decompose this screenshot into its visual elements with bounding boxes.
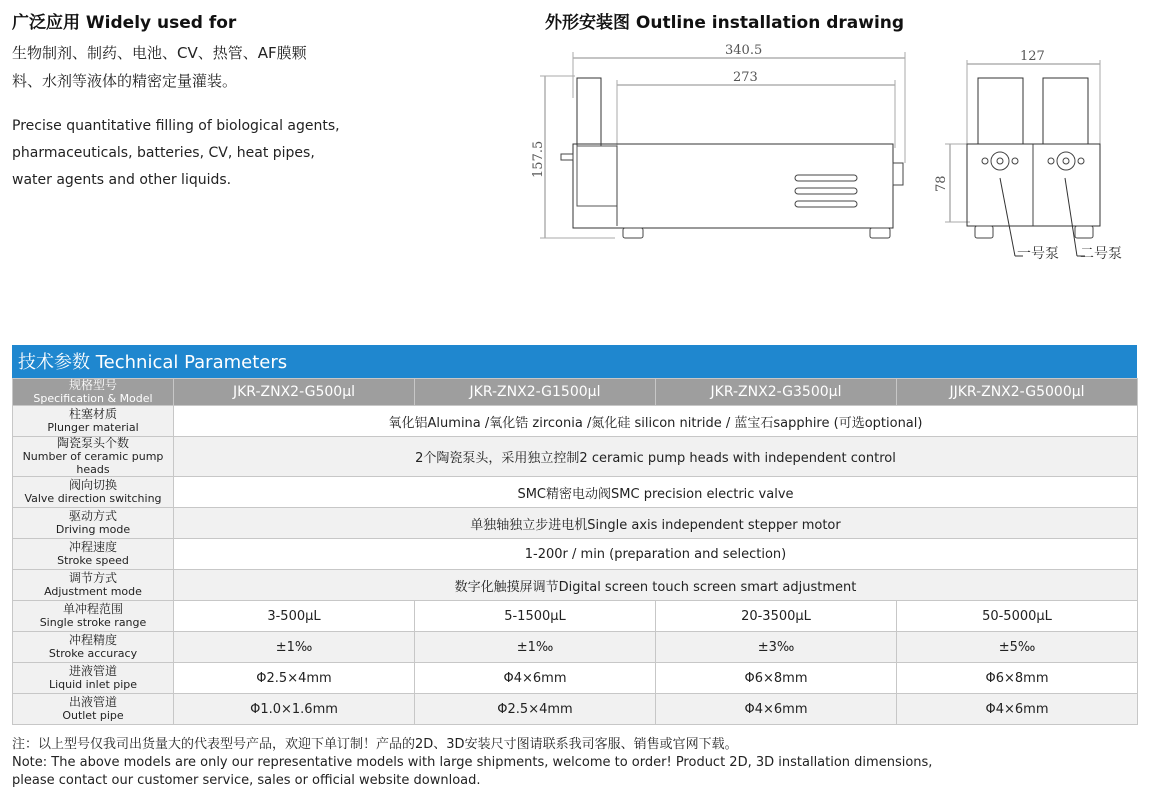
value-cell: 5-1500μL (415, 601, 656, 632)
model-cell: JJKR-ZNX2-G5000μl (897, 379, 1138, 406)
value-cell: 1-200r / min (preparation and selection) (174, 539, 1138, 570)
dim-width-label: 340.5 (725, 43, 763, 58)
model-cell: JKR-ZNX2-G1500μl (415, 379, 656, 406)
value-cell: Φ4×6mm (897, 694, 1138, 725)
applications-section (12, 8, 372, 194)
value-cell: Φ1.0×1.6mm (174, 694, 415, 725)
value-cell: 数字化触摸屏调节Digital screen touch screen smart adjustment (174, 570, 1138, 601)
row-label: 柱塞材质 Plunger material (13, 406, 174, 437)
applications-cn-line-1: 生物制剂、制药、电池、CV、热管、AF膜颗 (12, 44, 307, 62)
technical-parameters-header: 技术参数 Technical Parameters (12, 345, 1137, 378)
dim-side-height-label: 78 (934, 175, 949, 192)
row-label: 出液管道 Outlet pipe (13, 694, 174, 725)
table-row-stroke-accuracy (13, 632, 1138, 663)
pump-head-1 (978, 78, 1023, 144)
table-row-valve-switching (13, 477, 1138, 508)
pump-head-front (577, 78, 601, 146)
table-row-pump-heads (13, 437, 1138, 477)
foot (975, 226, 993, 238)
foot (870, 228, 890, 238)
value-cell: Φ4×6mm (415, 663, 656, 694)
footnote (12, 736, 1142, 790)
value-cell: 20-3500μL (656, 601, 897, 632)
value-cell: ±3‰ (656, 632, 897, 663)
applications-en-line-3: water agents and other liquids. (12, 172, 232, 188)
row-label: 规格型号 Specification & Model (13, 379, 174, 406)
side-connector (893, 163, 903, 185)
model-cell: JKR-ZNX2-G500μl (174, 379, 415, 406)
table-row-model (13, 379, 1138, 406)
row-label: 驱动方式 Driving mode (13, 508, 174, 539)
row-label: 调节方式 Adjustment mode (13, 570, 174, 601)
pump-valve-1 (991, 152, 1009, 170)
foot (623, 228, 643, 238)
footnote-en-line-2: please contact our customer service, sales or official website download. (12, 773, 481, 788)
pump-1-label: 一号泵 (1017, 246, 1059, 262)
value-cell: 50-5000μL (897, 601, 1138, 632)
value-cell: Φ2.5×4mm (174, 663, 415, 694)
table-row-outlet-pipe (13, 694, 1138, 725)
row-label: 陶瓷泵头个数 Number of ceramic pump heads (13, 437, 174, 477)
model-cell: JKR-ZNX2-G3500μl (656, 379, 897, 406)
value-cell: Φ4×6mm (656, 694, 897, 725)
table-row-driving-mode (13, 508, 1138, 539)
value-cell: Φ6×8mm (656, 663, 897, 694)
value-cell: 2个陶瓷泵头，采用独立控制2 ceramic pump heads with independent control (174, 437, 1138, 477)
table-row-stroke-speed (13, 539, 1138, 570)
parameters-table (12, 378, 1138, 725)
value-cell: SMC精密电动阀SMC precision electric valve (174, 477, 1138, 508)
value-cell: ±1‰ (174, 632, 415, 663)
dim-height-label: 157.5 (531, 140, 546, 178)
pump-head-2 (1043, 78, 1088, 144)
row-label: 阀向切换 Valve direction switching (13, 477, 174, 508)
footnote-cn: 注：以上型号仅我司出货量大的代表型号产品，欢迎下单订制！产品的2D、3D安装尺寸图请联系我司客服、销售或官网下载。 (12, 737, 738, 752)
device-body-front (573, 144, 893, 228)
footnote-en-line-1: Note: The above models are only our representative models with large shipments, welcome to order! Product 2D, 3D installation dimensions, (12, 755, 933, 770)
vent-slot (795, 175, 857, 181)
applications-en-line-1: Precise quantitative filling of biological agents, (12, 118, 340, 134)
row-label: 进液管道 Liquid inlet pipe (13, 663, 174, 694)
drawing-title: 外形安装图 Outline installation drawing (545, 13, 905, 33)
foot (1075, 226, 1093, 238)
table-row-single-stroke-range (13, 601, 1138, 632)
pump-2-label: 二号泵 (1080, 246, 1122, 262)
row-label: 冲程速度 Stroke speed (13, 539, 174, 570)
table-row-plunger-material (13, 406, 1138, 437)
applications-cn-line-2: 料、水剂等液体的精密定量灌装。 (12, 72, 238, 90)
outline-drawing (525, 38, 1140, 273)
applications-title: 广泛应用 Widely used for (12, 13, 237, 33)
value-cell: Φ2.5×4mm (415, 694, 656, 725)
row-label: 冲程精度 Stroke accuracy (13, 632, 174, 663)
dim-side-width-label: 127 (1020, 49, 1045, 64)
value-cell: Φ6×8mm (897, 663, 1138, 694)
value-cell: ±5‰ (897, 632, 1138, 663)
value-cell: 单独轴独立步进电机Single axis independent stepper motor (174, 508, 1138, 539)
row-label: 单冲程范围 Single stroke range (13, 601, 174, 632)
technical-parameters-section (12, 345, 1137, 725)
pump-valve-2 (1057, 152, 1075, 170)
applications-en-text (12, 113, 372, 194)
vent-slot (795, 188, 857, 194)
table-row-liquid-inlet-pipe (13, 663, 1138, 694)
dim-inner-label: 273 (733, 70, 758, 85)
value-cell: 氧化铝Alumina /氧化锆 zirconia /氮化硅 silicon nitride / 蓝宝石sapphire (可选optional) (174, 406, 1138, 437)
value-cell: 3-500μL (174, 601, 415, 632)
table-row-adjustment-mode (13, 570, 1138, 601)
value-cell: ±1‰ (415, 632, 656, 663)
applications-en-line-2: pharmaceuticals, batteries, CV, heat pipes, (12, 145, 315, 161)
vent-slot (795, 201, 857, 207)
